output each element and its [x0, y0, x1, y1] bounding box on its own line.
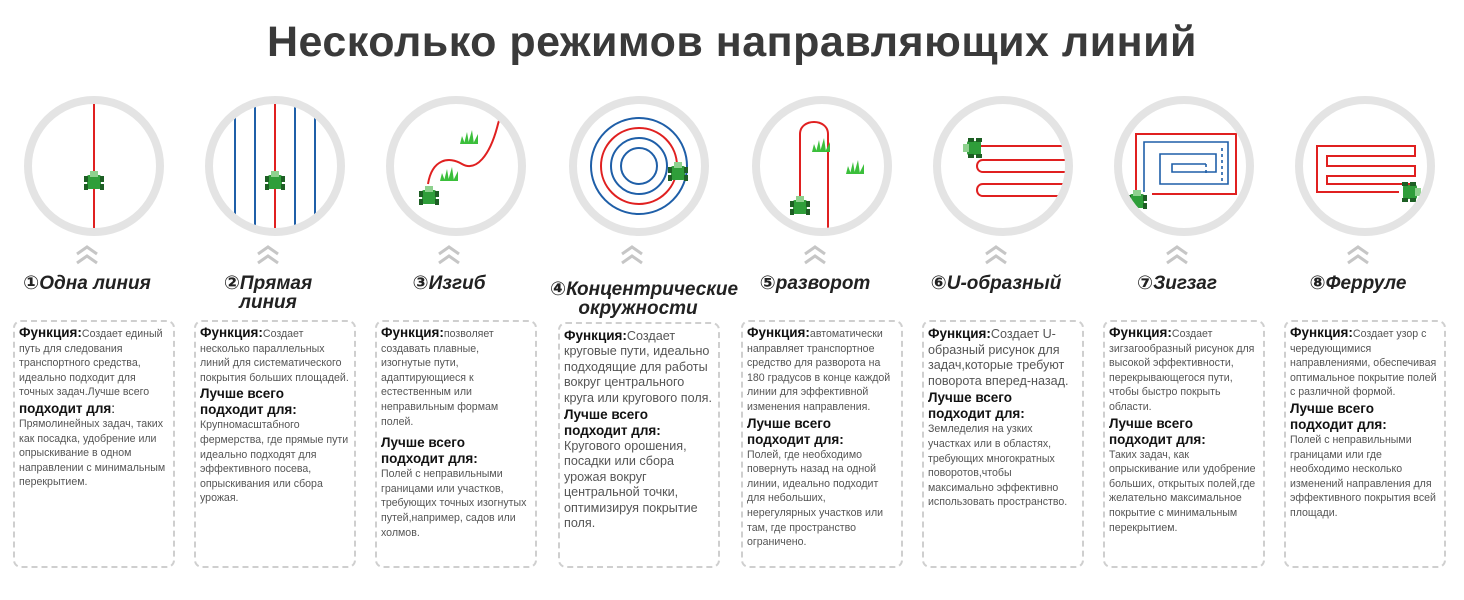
mode-label: ④Концентрические окружности [550, 279, 739, 319]
best-for-text: Земледелия на узких участках или в областях, требующих многократных поворотов,чтобы максимально эффективно использовать пространство. [928, 423, 1068, 509]
chevron-up-icon [436, 244, 462, 266]
chevron-up-icon [619, 244, 645, 266]
outer-ring-line [591, 118, 687, 214]
function-text: позволяет создавать плавные, изогнутые пути, адаптирующиеся к естественным или неправильным формам полей. [381, 328, 499, 428]
tractor-icon [1402, 182, 1421, 202]
mode-description-card [375, 320, 537, 568]
tractor-icon [963, 138, 982, 158]
function-heading: Функция: [381, 325, 444, 340]
mode-label: ⑥U-образный [930, 273, 1062, 294]
tractor-icon [419, 186, 439, 205]
function-heading: Функция: [1109, 325, 1172, 340]
function-heading: Функция: [928, 326, 991, 341]
function-heading: Функция: [200, 325, 263, 340]
best-for-heading: Лучше всего подходит для: [747, 415, 844, 447]
mode-illustration [1295, 96, 1435, 236]
center-ring-line [621, 148, 657, 184]
u-shaped-guidance-line [971, 146, 1065, 196]
mode-label: ⑤разворот [759, 273, 871, 294]
mode-illustration [205, 96, 345, 236]
best-for-heading: Лучше всего подходит для: [928, 390, 1025, 422]
chevron-up-icon [1164, 244, 1190, 266]
mode-illustration [24, 96, 164, 236]
best-for-heading: Лучше всего подходит для: [1290, 400, 1387, 432]
guidance-ring-line [601, 128, 677, 204]
mode-description-card [558, 322, 720, 568]
straight-line-diagram [213, 104, 337, 228]
best-for-text: Кругового орошения, посадки или сбора урожая вокруг центральной точки, оптимизируя покрытие поля. [564, 439, 698, 531]
inner-ring-line [611, 138, 667, 194]
function-text: Создает круговые пути, идеально подходящие для работы вокруг центрального круга или кругового поля. [564, 329, 712, 405]
function-text: Создает U-образный рисунок для задач,которые требуют поворота вперед-назад. [928, 327, 1069, 388]
grass-icon [812, 138, 864, 174]
function-text: автоматически направляет транспортное средство для разворота на 180 градусов в конце каждой линии для эффективной изменения направления. [747, 328, 891, 413]
mode-description-card [13, 320, 175, 568]
best-for-colon: : [111, 400, 116, 416]
best-for-text: Таких задач, как опрыскивание или удобрение больших, открытых полей,где желательно максимальное покрытие с минимальным перекрытием. [1109, 448, 1256, 534]
best-for-heading: Лучше всего подходит для: [381, 435, 478, 467]
function-heading: Функция: [19, 325, 82, 340]
tractor-icon [84, 171, 104, 190]
best-for-heading: подходит для [19, 400, 112, 416]
mode-illustration [933, 96, 1073, 236]
ferrule-guidance-line [1317, 146, 1415, 192]
mode-description-card [1284, 320, 1446, 568]
mode-illustration [386, 96, 526, 236]
best-for-text: Полей с неправильными границами или участков, требующих точных изогнутых путей,например, садов или холмов. [381, 468, 527, 539]
mode-illustration [752, 96, 892, 236]
tractor-icon [790, 196, 810, 215]
chevron-up-icon [802, 244, 828, 266]
chevron-up-icon [1345, 244, 1371, 266]
mode-illustration [1114, 96, 1254, 236]
best-for-text: Прямолинейных задач, таких как посадка, удобрение или опрыскивание в одном направлении с минимальным перекрытием. [19, 417, 166, 489]
curve-diagram [394, 104, 518, 228]
function-text: Создает узор с чередующимися направлениями, обеспечивая оптимальное покрытие полей с различной формой. [1290, 328, 1437, 399]
function-text: Создает несколько параллельных линий для систематического покрытия больших площадей. [200, 328, 349, 384]
function-text: Создает единый путь для следования транспортного средства, идеально подходит для точных задач.Лучше всего [19, 328, 163, 399]
mode-description-card [1103, 320, 1265, 568]
grass-icon [440, 130, 478, 181]
page-title: Несколько режимов направляющих линий [266, 18, 1197, 66]
mode-label: ⑦Зигзаг [1137, 273, 1217, 294]
mode-label: ②Прямая линия [223, 273, 313, 313]
tractor-icon [1127, 190, 1147, 209]
mode-label: ③Изгиб [412, 273, 486, 294]
zigzag-diagram [1122, 104, 1246, 228]
best-for-text: Полей с неправильными границами или где необходимо несколько изменений направления для эффективного покрытия всей площади. [1290, 433, 1436, 519]
mode-label: ①Одна линия [23, 273, 151, 294]
mode-description-card [194, 320, 356, 568]
u-turn-diagram [760, 104, 884, 228]
concentric-circles-diagram [577, 104, 701, 228]
mode-label: ⑧Ферруле [1309, 273, 1407, 294]
best-for-heading: Лучше всего подходит для: [564, 407, 661, 439]
best-for-heading: Лучше всего подходит для: [1109, 415, 1206, 447]
best-for-text: Полей, где необходимо повернуть назад на одной линии, идеально подходит для небольших, нерегулярных участков или там, где пространство ограничено. [747, 448, 884, 549]
function-heading: Функция: [1290, 325, 1353, 340]
tractor-icon [265, 171, 285, 190]
best-for-heading: Лучше всего подходит для: [200, 386, 297, 418]
zigzag-outline-line [1144, 142, 1228, 192]
mode-description-card [741, 320, 903, 568]
best-for-text: Крупномасштабного фермерства, где прямые пути идеально подходят для эффективного посева, опрыскивания или сбора урожая. [200, 419, 349, 505]
mode-description-card [922, 320, 1084, 568]
ferrule-diagram [1303, 104, 1427, 228]
single-line-diagram [32, 104, 156, 228]
u-shaped-diagram [941, 104, 1065, 228]
chevron-up-icon [74, 244, 100, 266]
function-heading: Функция: [564, 328, 627, 343]
mode-illustration [569, 96, 709, 236]
zigzag-guidance-line [1136, 134, 1236, 200]
chevron-up-icon [983, 244, 1009, 266]
function-heading: Функция: [747, 325, 810, 340]
function-text: Создает зигзагообразный рисунок для высокой эффективности, перекрывающегося пути, чтобы быстро покрыть области. [1109, 328, 1255, 413]
chevron-up-icon [255, 244, 281, 266]
tractor-icon [668, 162, 688, 181]
